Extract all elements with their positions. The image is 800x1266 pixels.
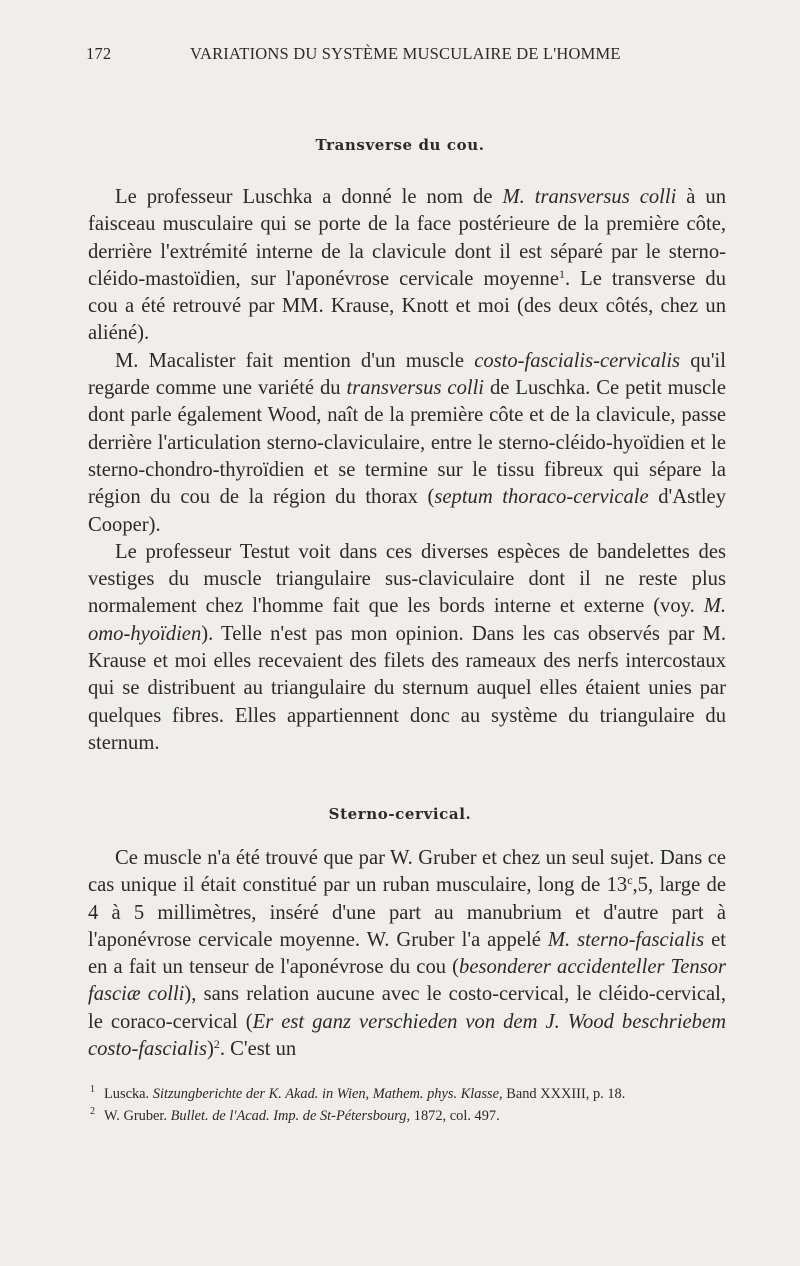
text-run: d'Astley Cooper). (88, 486, 726, 536)
italic-term: transversus colli (346, 377, 485, 400)
italic-term: Er est ganz verschieden von dem J. Wood beschriebem costo-fascialis (88, 1010, 726, 1061)
text-run: ). Telle n'est pas mon opinion. Dans les cas observés par M. Krause et moi elles recevaient des filets des rameaux des nerfs intercostaux qui se distribuent au triangulaire du sternum auquel elles étaient unies par quelques fibres. Elles appartiennent donc au système du triangulaire du sternum. (88, 622, 726, 754)
paragraph (88, 845, 726, 1063)
text-run: qu'il regarde comme une variété du (88, 349, 726, 400)
text-run: ) (206, 1038, 214, 1061)
text-run: Ce muscle n'a été trouvé que par W. Gruber et chez un seul sujet. Dans ce cas unique il était constitué par un ruban musculaire, long de 13 (88, 847, 726, 897)
footnote-ref: 2 (213, 1036, 220, 1051)
text-run: et en a fait un tenseur de l'aponévrose du cou ( (88, 928, 726, 979)
section-body-sterno-cervical (88, 845, 726, 1063)
paragraph (88, 539, 726, 757)
italic-term: Sitzungberichte der K. Akad. in Wien, Mathem. phys. Klasse, (152, 1086, 503, 1102)
text-run: Band XXXIII, p. 18. (502, 1086, 626, 1102)
text-run: . Le transverse du cou a été retrouvé par MM. Krause, Knott et moi (des deux côtés, chez un aliéné). (88, 267, 726, 345)
footnote-ref: 1 (558, 266, 565, 281)
footnote-mark: 1 (90, 1084, 95, 1095)
text-run: 1872, col. 497. (410, 1108, 500, 1124)
italic-term: Bullet. de l'Acad. Imp. de St-Pétersbourg, (170, 1108, 411, 1124)
footnote-mark: 2 (90, 1106, 95, 1117)
section-title-transverse: Transverse du cou. (315, 136, 485, 154)
italic-term: M. omo-hyoïdien (88, 595, 726, 645)
text-run: M. Macalister fait mention d'un muscle (115, 349, 475, 372)
section-body-transverse (88, 184, 726, 757)
text-run: Luscka. (104, 1086, 153, 1102)
text-run: Le professeur Testut voit dans ces diverses espèces de bandelettes des vestiges du muscle triangulaire sus-claviculaire dont il ne reste plus normalement chez l'homme fait que les bords interne et externe (voy. (88, 540, 726, 618)
text-run: ,5, large de 4 à 5 millimètres, inséré d'une part au manubrium et d'autre part à l'aponévrose cervicale moyenne. W. Gruber l'a appelé (88, 874, 726, 951)
paragraph (88, 184, 726, 348)
running-head (86, 44, 726, 68)
running-title: VARIATIONS DU SYSTÈME MUSCULAIRE DE L'HOMME (190, 44, 621, 63)
text-run: ), sans relation aucune avec le costo-cervical, le cléido-cervical, le coraco-cervical ( (88, 983, 726, 1033)
text-run: . C'est un (219, 1038, 297, 1061)
paragraph (88, 348, 726, 539)
footnotes (88, 1083, 738, 1127)
page-number: 172 (86, 44, 112, 63)
italic-term: septum thoraco-cervicale (434, 486, 649, 509)
text-run: Le professeur Luschka a donné le nom de (115, 186, 503, 208)
italic-term: M. transversus colli (502, 186, 677, 208)
italic-term: M. sterno-fascialis (547, 928, 705, 951)
superscript: c (627, 873, 633, 888)
italic-term: besonderer accidenteller Tensor fasciæ colli (88, 956, 726, 1006)
section-title-sterno-cervical: Sterno-cervical. (328, 805, 472, 823)
italic-term: costo-fascialis-cervicalis (474, 349, 681, 372)
text-run: de Luschka. Ce petit muscle dont parle également Wood, naît de la première côte et de la clavicule, passe derrière l'articulation sterno-claviculaire, entre le sterno-cléido-hyoïdien et le sterno-chondro-thyroïdien et se termine sur le tissu fibreux qui sépare la région du cou de la région du thorax ( (88, 377, 726, 509)
text-run: W. Gruber. (104, 1108, 171, 1124)
footnote (88, 1105, 738, 1127)
text-run: à un faisceau musculaire qui se porte de la face postérieure de la première côte, derrière l'extrémité interne de la clavicule dont il est séparé par le sterno-cléido-mastoïdien, sur l'aponévrose cervicale moyenne (88, 186, 727, 290)
footnote (88, 1083, 738, 1105)
